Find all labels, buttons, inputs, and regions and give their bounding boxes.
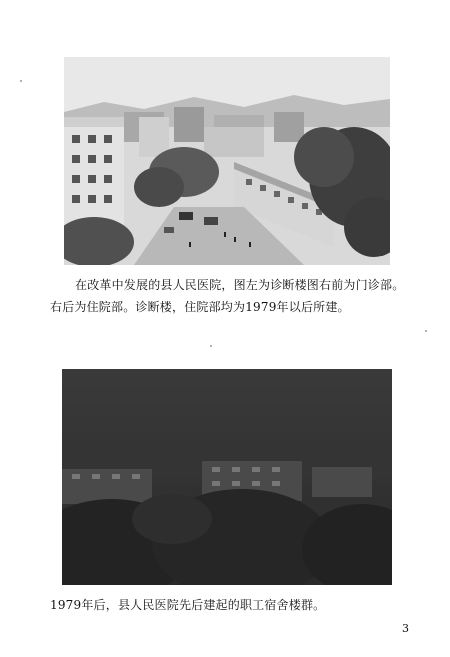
- scan-speck: [210, 345, 212, 347]
- scan-speck: [425, 330, 427, 332]
- photo-staff-dormitory-buildings: [62, 369, 392, 585]
- photo-dormitory-drawing: [62, 369, 392, 585]
- photo1-caption-line2: 右后为住院部。诊断楼，住院部均为1979年以后所建。: [50, 300, 350, 314]
- photo-county-hospital-street: [64, 57, 390, 265]
- scan-speck: [20, 80, 22, 82]
- page-number: 3: [402, 622, 409, 635]
- photo2-caption: 1979年后，县人民医院先后建起的职工宿舍楼群。: [50, 598, 326, 612]
- photo-hospital-drawing: [64, 57, 390, 265]
- photo1-caption-line1: 在改革中发展的县人民医院，图左为诊断楼图右前为门诊部。: [75, 278, 405, 292]
